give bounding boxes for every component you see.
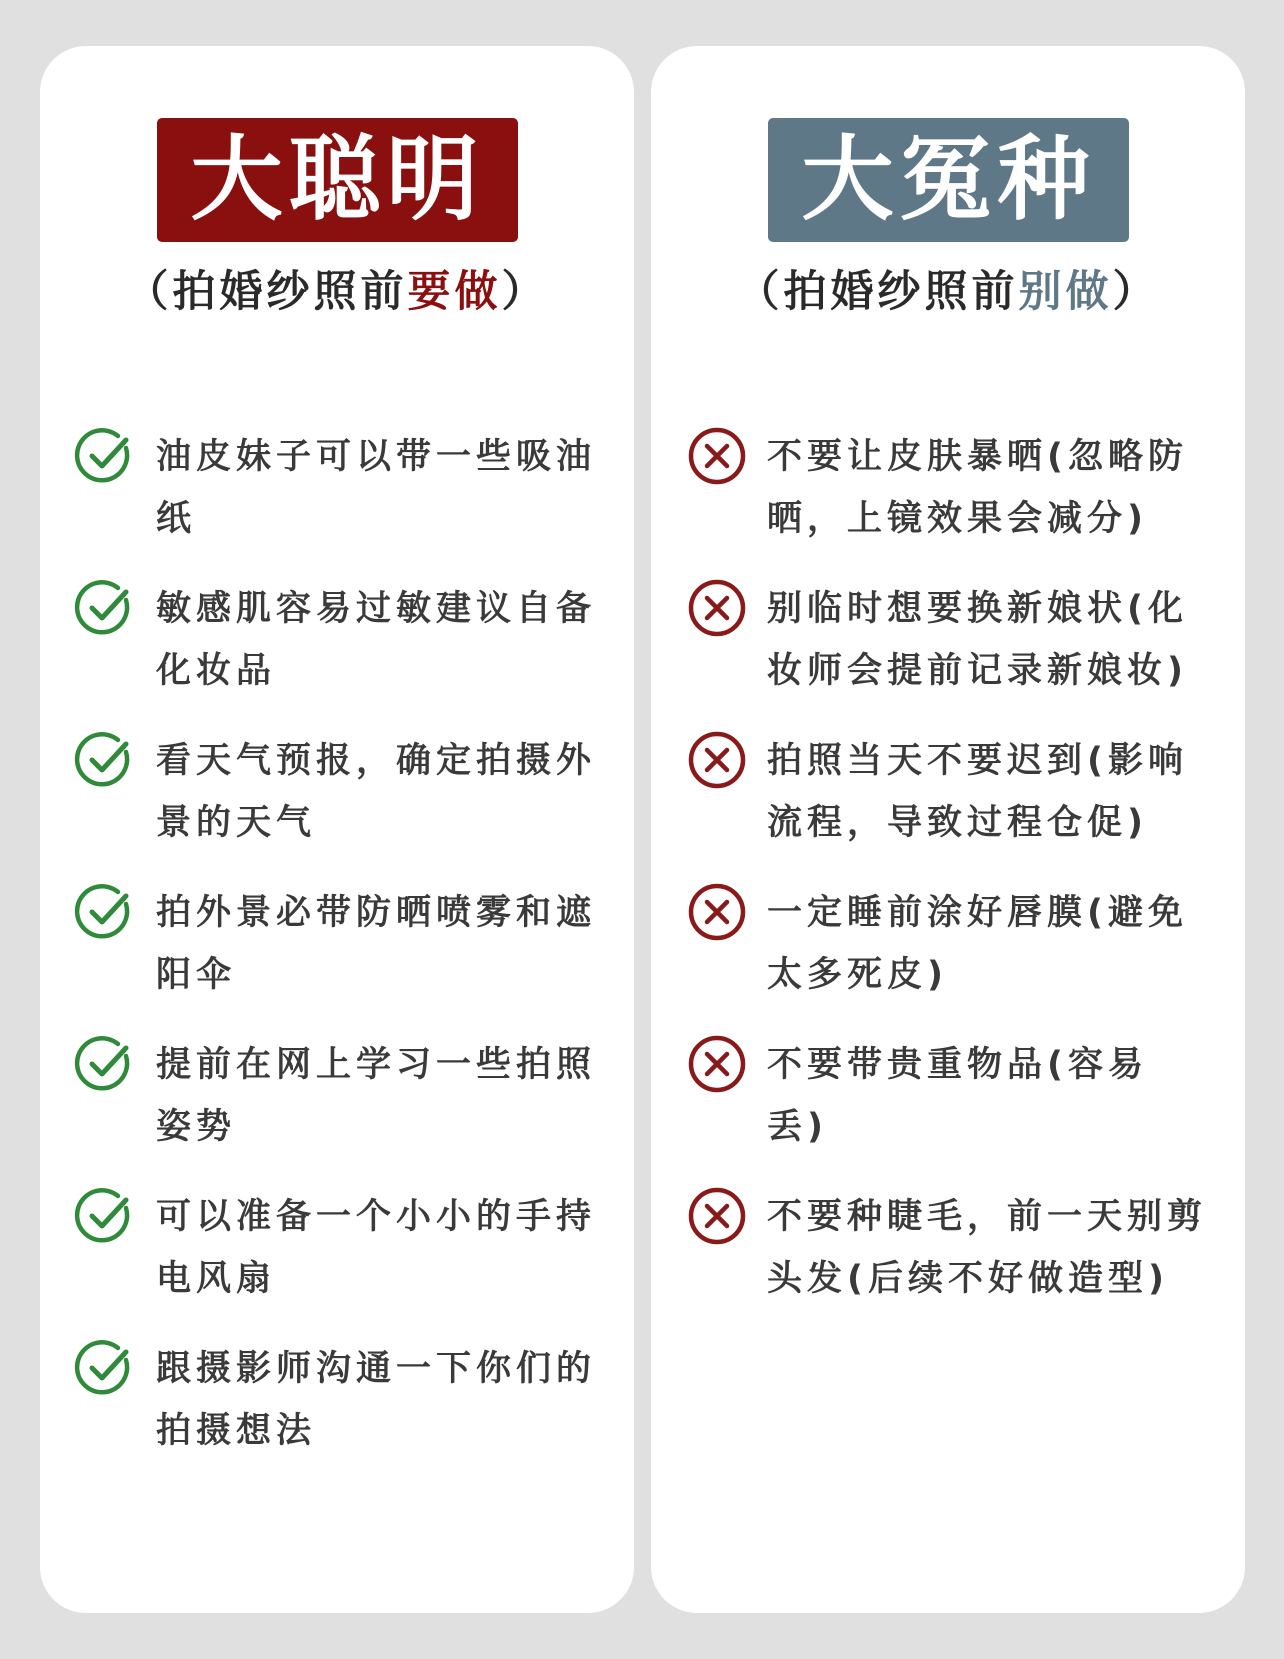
x-circle-icon: [687, 882, 747, 942]
check-circle-icon: [74, 730, 134, 790]
dont-subtitle: [651, 258, 1245, 319]
dont-list-item: [651, 1034, 1245, 1186]
dont-card: [651, 46, 1245, 1613]
do-item-text: 跟摄影师沟通一下你们的拍摄想法: [156, 1349, 597, 1451]
dont-item-text: 拍照当天不要迟到(影响流程，导致过程仓促): [767, 741, 1188, 843]
do-list-item: [40, 578, 634, 730]
dont-list-item: [651, 882, 1245, 1034]
dont-list-item: [651, 1186, 1245, 1338]
dont-item-text: 不要让皮肤暴晒(忽略防晒，上镜效果会减分): [767, 437, 1188, 539]
dont-list-item: [651, 730, 1245, 882]
dont-subtitle-pre: （拍婚纱照前: [736, 267, 1019, 317]
do-subtitle-pre: （拍婚纱照前: [125, 267, 408, 317]
do-subtitle: [40, 258, 634, 319]
x-circle-icon: [687, 578, 747, 638]
do-card: [40, 46, 634, 1613]
dont-list: [651, 426, 1245, 1338]
dont-item-text: 别临时想要换新娘状(化妆师会提前记录新娘妆): [767, 589, 1188, 691]
x-circle-icon: [687, 730, 747, 790]
check-circle-icon: [74, 578, 134, 638]
do-list-item: [40, 426, 634, 578]
do-item-text: 可以准备一个小小的手持电风扇: [156, 1197, 597, 1299]
dont-subtitle-highlight: 别做: [1018, 267, 1113, 317]
x-circle-icon: [687, 426, 747, 486]
do-subtitle-highlight: 要做: [407, 267, 502, 317]
check-circle-icon: [74, 1034, 134, 1094]
do-subtitle-post: ）: [501, 267, 549, 317]
do-title: 大聪明: [190, 126, 485, 233]
dont-item-text: 不要种睫毛，前一天别剪头发(后续不好做造型): [767, 1197, 1208, 1299]
dont-item-text: 一定睡前涂好唇膜(避免太多死皮): [767, 893, 1188, 995]
x-circle-icon: [687, 1034, 747, 1094]
dont-subtitle-post: ）: [1112, 267, 1160, 317]
dont-list-item: [651, 426, 1245, 578]
check-circle-icon: [74, 426, 134, 486]
check-circle-icon: [74, 882, 134, 942]
do-list-item: [40, 882, 634, 1034]
do-list-item: [40, 1186, 634, 1338]
x-circle-icon: [687, 1186, 747, 1246]
do-item-text: 油皮妹子可以带一些吸油纸: [156, 437, 597, 539]
dont-title: 大冤种: [801, 126, 1096, 233]
dont-list-item: [651, 578, 1245, 730]
do-item-text: 提前在网上学习一些拍照姿势: [156, 1045, 597, 1147]
do-list-item: [40, 1338, 634, 1490]
do-list-item: [40, 730, 634, 882]
check-circle-icon: [74, 1186, 134, 1246]
do-list-item: [40, 1034, 634, 1186]
dont-item-text: 不要带贵重物品(容易丢): [767, 1045, 1148, 1147]
do-title-banner: [157, 118, 518, 242]
do-item-text: 看天气预报，确定拍摄外景的天气: [156, 741, 597, 843]
dont-title-banner: [768, 118, 1129, 242]
check-circle-icon: [74, 1338, 134, 1398]
do-list: [40, 426, 634, 1490]
do-item-text: 拍外景必带防晒喷雾和遮阳伞: [156, 893, 597, 995]
do-item-text: 敏感肌容易过敏建议自备化妆品: [156, 589, 597, 691]
